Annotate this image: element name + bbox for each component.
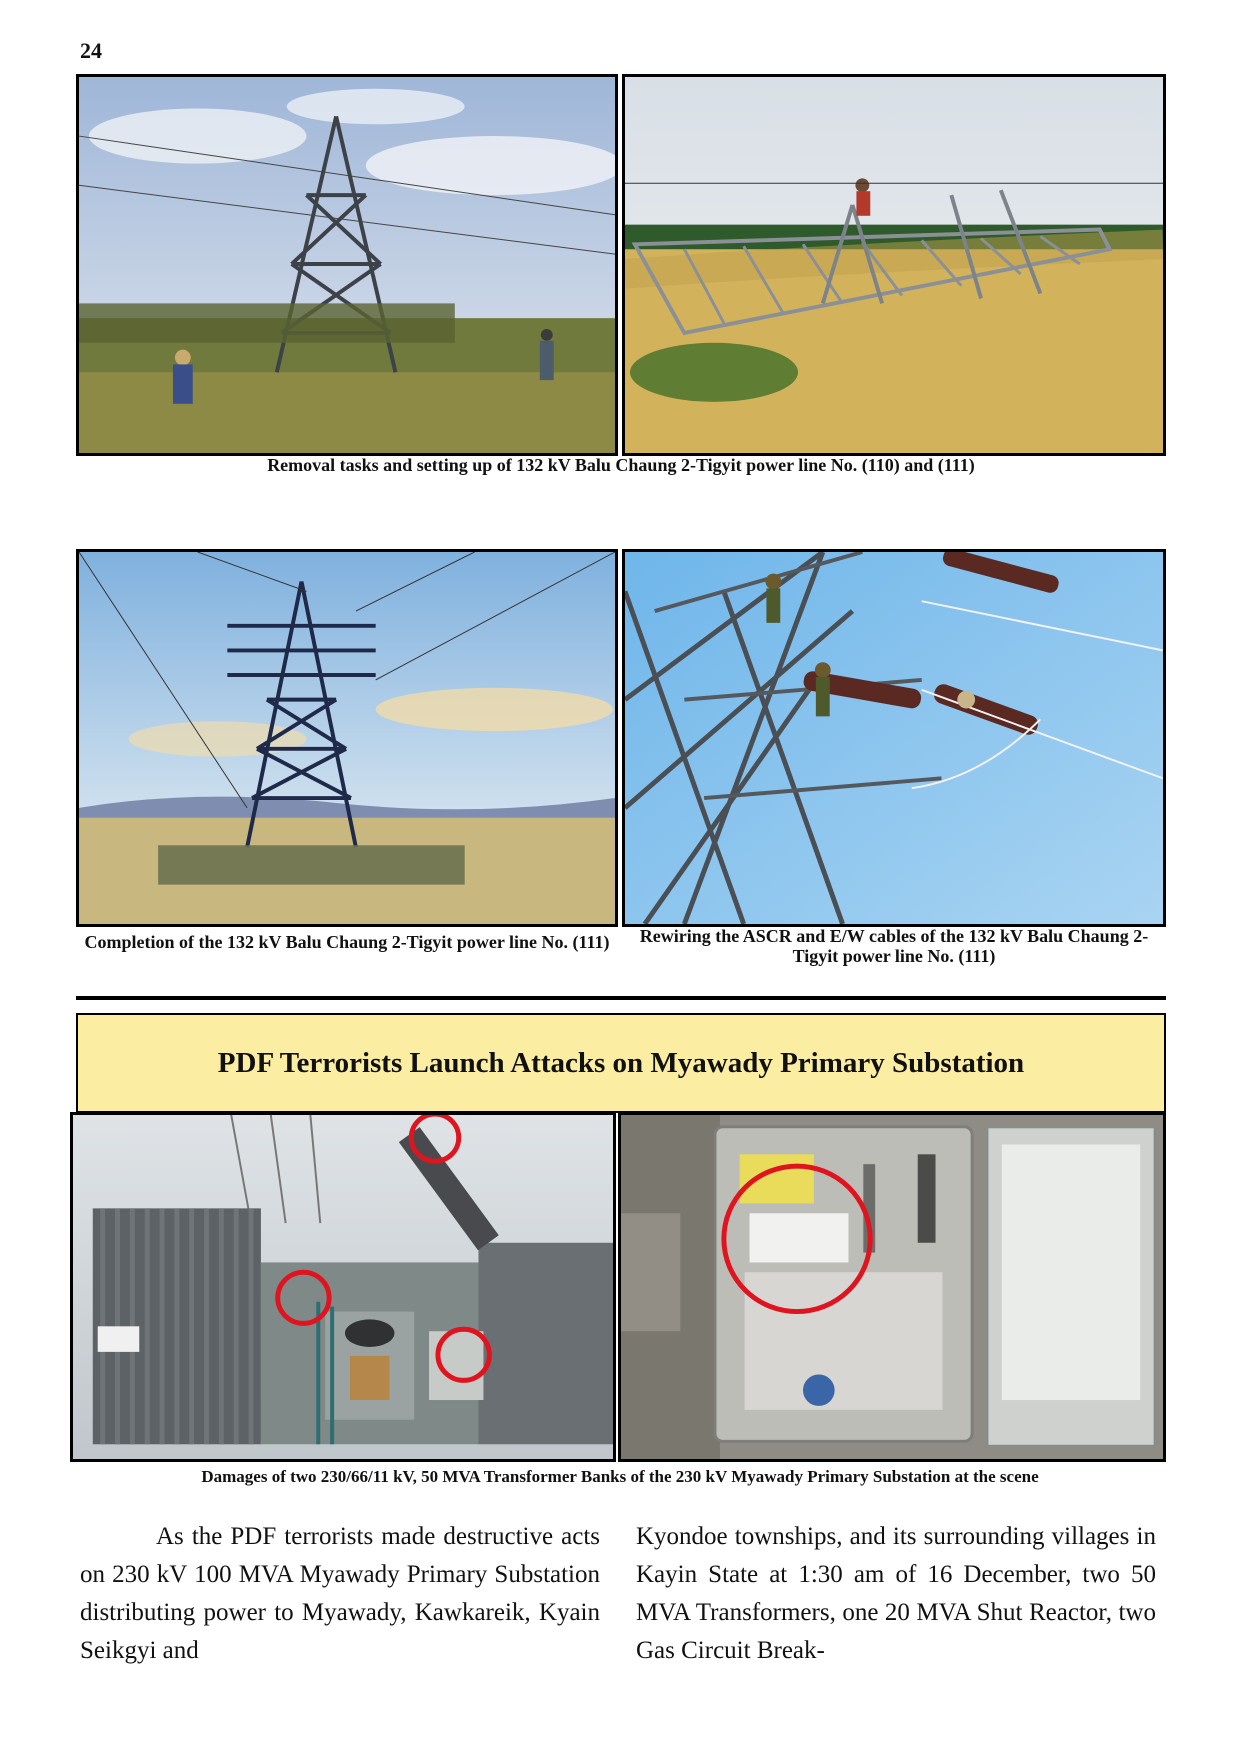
photo-caption-rewiring: Rewiring the ASCR and E/W cables of the 132 kV Balu Chaung 2-Tigyit power line No. (111)	[639, 926, 1149, 966]
photo-caption-damages: Damages of two 230/66/11 kV, 50 MVA Transformer Banks of the 230 kV Myawady Primary Substation at the scene	[201, 1467, 1039, 1486]
photo-caption-removal: Removal tasks and setting up of 132 kV Balu Chaung 2-Tigyit power line No. (110) and (111)	[267, 455, 975, 475]
photo-tower-removal	[76, 74, 618, 456]
photo-completed-tower	[76, 549, 618, 927]
photo-damaged-control-panel	[618, 1112, 1166, 1462]
photo-damaged-transformer	[70, 1112, 616, 1462]
section-divider	[76, 996, 1166, 1000]
photo-rewiring	[622, 549, 1166, 927]
body-paragraph-left: As the PDF terrorists made destructive acts on 230 kV 100 MVA Myawady Primary Substation distributing power to Myawady, Kawkareik, Kyain Seikgyi and	[80, 1523, 600, 1664]
photo-caption-completion: Completion of the 132 kV Balu Chaung 2-Tigyit power line No. (111)	[84, 932, 610, 952]
page-number: 24	[80, 38, 102, 63]
body-paragraph-right: Kyondoe townships, and its surrounding villages in Kayin State at 1:30 am of 16 December, two 50 MVA Transformers, one 20 MVA Shut Reactor, two Gas Circuit Break-	[636, 1523, 1156, 1664]
photo-fallen-tower	[622, 74, 1166, 456]
body-column-right	[636, 1518, 1156, 1670]
article-headline: PDF Terrorists Launch Attacks on Myawady Primary Substation	[76, 1013, 1166, 1113]
body-column-left	[80, 1518, 600, 1670]
